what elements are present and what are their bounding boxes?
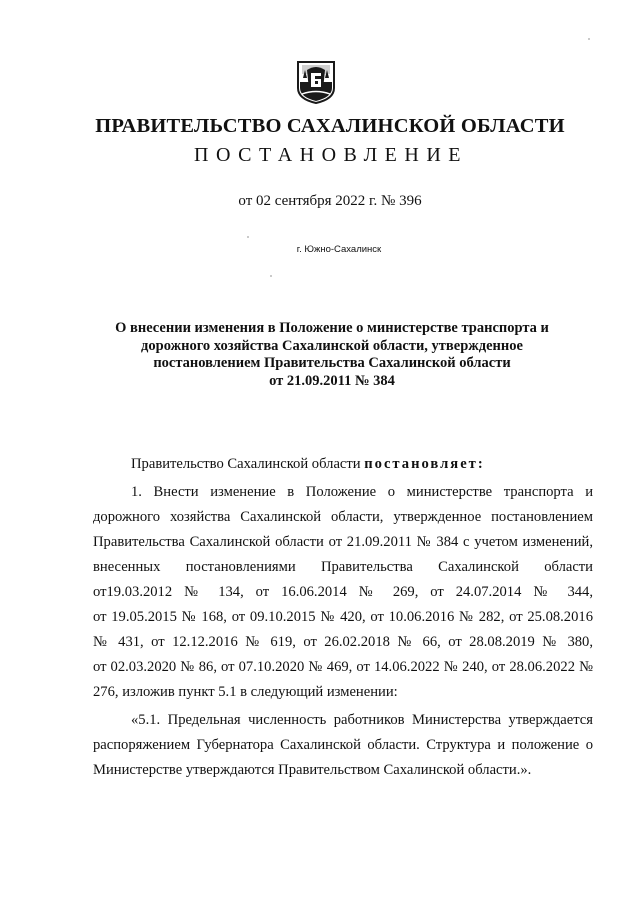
scan-speck bbox=[247, 236, 249, 238]
paragraph-line: от19.03.2012 № 134, от 16.06.2014 № 269, от 24.07.2014 № 344, bbox=[93, 584, 593, 600]
document-type: ПОСТАНОВЛЕНИЕ bbox=[194, 144, 468, 166]
intro-paragraph bbox=[131, 456, 631, 473]
coat-of-arms-graphic bbox=[296, 58, 336, 104]
paragraph-line: 276, изложив пункт 5.1 в следующий изменении: bbox=[93, 684, 398, 700]
document-city: г. Южно-Сахалинск bbox=[296, 244, 382, 255]
intro-text: Правительство Сахалинской области bbox=[131, 456, 365, 472]
intro-emphasis: постановляет: bbox=[364, 456, 485, 472]
subject-line: О внесении изменения в Положение о министерстве транспорта и bbox=[115, 320, 549, 336]
quote-line: «5.1. Предельная численность работников Министерства утверждается bbox=[131, 712, 593, 728]
paragraph-line: от 19.05.2015 № 168, от 09.10.2015 № 420, от 10.06.2016 № 282, от 25.08.2016 bbox=[93, 609, 593, 625]
subject-line: от 21.09.2011 № 384 bbox=[269, 372, 395, 389]
organization-title: ПРАВИТЕЛЬСТВО САХАЛИНСКОЙ ОБЛАСТИ bbox=[95, 115, 565, 137]
subject-line: дорожного хозяйства Сахалинской области, утвержденное bbox=[141, 337, 523, 354]
document-subject bbox=[100, 320, 564, 390]
document-date-number: от 02 сентября 2022 г. № 396 bbox=[238, 193, 422, 209]
subject-line: постановлением Правительства Сахалинской области bbox=[153, 355, 511, 371]
quote-line: распоряжением Губернатора Сахалинской области. Структура и положение о bbox=[93, 737, 593, 753]
paragraph-line: № 431, от 12.12.2016 № 619, от 26.02.2018 № 66, от 28.08.2019 № 380, bbox=[93, 634, 593, 650]
coat-of-arms-icon bbox=[296, 58, 336, 104]
paragraph-line: от 02.03.2020 № 86, от 07.10.2020 № 469, от 14.06.2022 № 240, от 28.06.2022 № bbox=[93, 659, 593, 675]
paragraph-line: внесенных постановлениями Правительства Сахалинской области bbox=[93, 559, 593, 575]
scan-speck bbox=[270, 275, 272, 277]
paragraph-line: Правительства Сахалинской области от 21.09.2011 № 384 с учетом изменений, bbox=[93, 534, 593, 550]
paragraph-line: 1. Внести изменение в Положение о министерстве транспорта и bbox=[131, 484, 593, 500]
quote-line: Министерстве утверждаются Правительством Сахалинской области.». bbox=[93, 762, 532, 778]
scan-speck bbox=[588, 38, 590, 40]
paragraph-line: дорожного хозяйства Сахалинской области, утвержденное постановлением bbox=[93, 509, 593, 525]
